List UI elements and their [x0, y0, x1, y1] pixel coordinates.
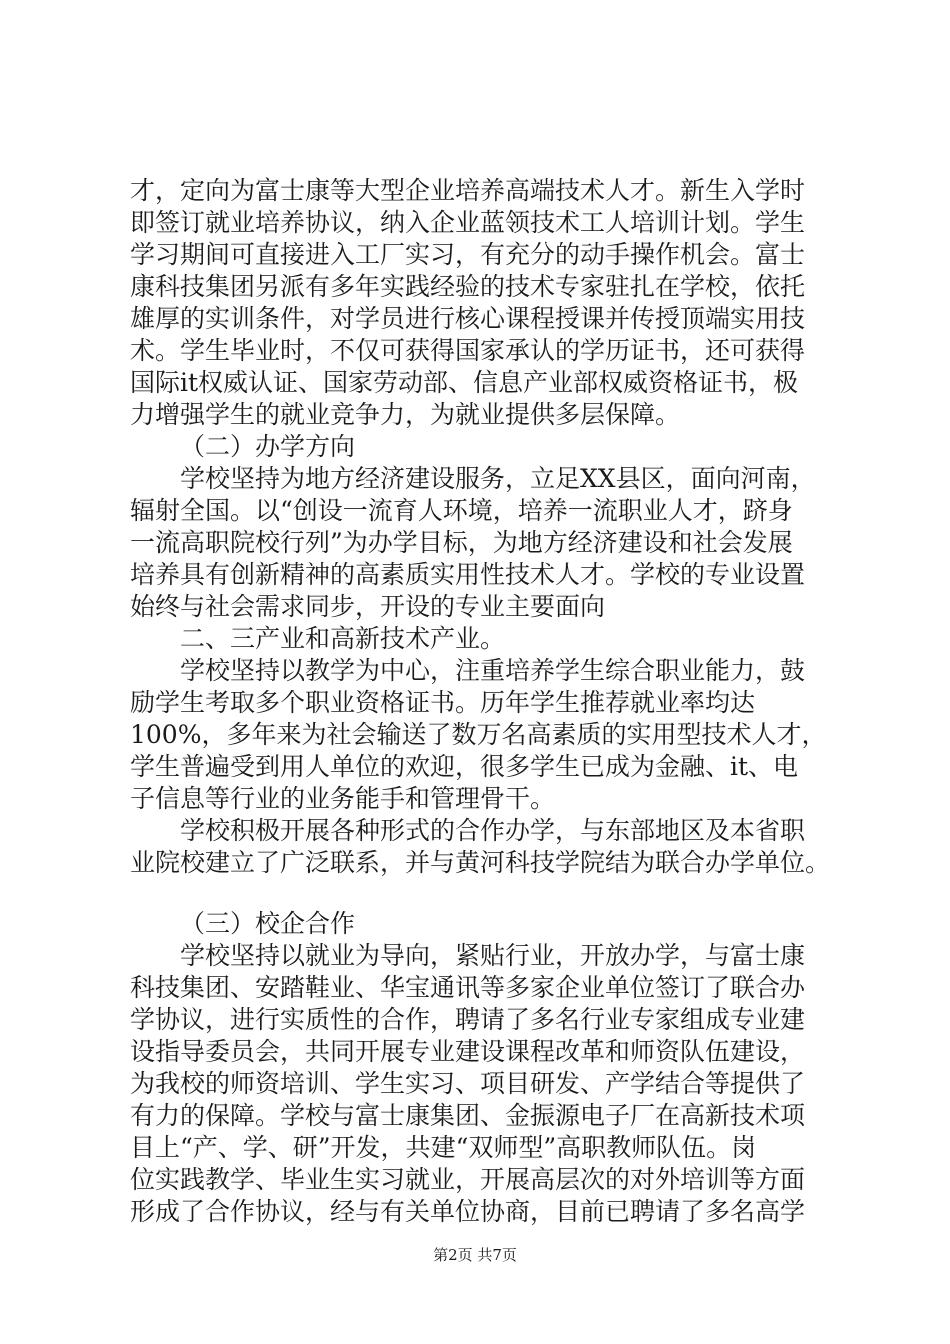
text-line: 学生普遍受到用人单位的欢迎，很多学生已成为金融、it、电 [130, 752, 799, 781]
text-line: 培养具有创新精神的高素质实用性技术人才。学校的专业设置 [130, 560, 806, 589]
text-line: 设指导委员会，共同开展专业建设课程改革和师资队伍建设， [130, 1037, 806, 1066]
text-line: 力增强学生的就业竞争力，为就业提供多层保障。 [130, 400, 681, 429]
section-heading: （三）校企合作 [180, 909, 356, 938]
text-line: 学习期间可直接进入工厂实习，有充分的动手操作机会。富士 [130, 240, 806, 269]
document-body [130, 175, 830, 1228]
text-line: 学协议，进行实质性的合作，聘请了多名行业专家组成专业建 [130, 1005, 806, 1034]
section-heading: （二）办学方向 [180, 432, 356, 461]
text-line: 100%，多年来为社会输送了数万名高素质的实用型技术人才， [130, 720, 827, 749]
text-line: 励学生考取多个职业资格证书。历年学生推荐就业率均达 [130, 688, 756, 717]
paragraph-gap [130, 879, 830, 908]
text-line: 形成了合作协议，经与有关单位协商，目前已聘请了多名高学 [130, 1197, 806, 1226]
text-line: 即签订就业培养协议，纳入企业蓝领技术工人培训计划。学生 [130, 208, 806, 237]
text-line: 目上“产、学、研”开发，共建“双师型”高职教师队伍。岗 [130, 1133, 757, 1162]
text-line: 位实践教学、毕业生实习就业，开展高层次的对外培训等方面 [130, 1165, 806, 1194]
page-number-footer: 第2页 共7页 [433, 1246, 517, 1264]
text-line: 康科技集团另派有多年实践经验的技术专家驻扎在学校，依托 [130, 272, 806, 301]
text-line: 才，定向为富士康等大型企业培养高端技术人才。新生入学时 [130, 176, 806, 205]
text-line: 有力的保障。学校与富士康集团、金振源电子厂在高新技术项 [130, 1101, 806, 1130]
text-line: 子信息等行业的业务能手和管理骨干。 [130, 784, 556, 813]
text-line: 为我校的师资培训、学生实习、项目研发、产学结合等提供了 [130, 1069, 806, 1098]
text-line: 科技集团、安踏鞋业、华宝通讯等多家企业单位签订了联合办 [130, 973, 806, 1002]
text-line: 术。学生毕业时，不仅可获得国家承认的学历证书，还可获得 [130, 336, 806, 365]
text-line: 二、三产业和高新技术产业。 [180, 624, 506, 653]
text-line: 学校坚持以就业为导向，紧贴行业，开放办学，与富士康 [180, 941, 806, 970]
text-line: 学校坚持以教学为中心，注重培养学生综合职业能力，鼓 [180, 656, 806, 685]
text-line: 雄厚的实训条件，对学员进行核心课程授课并传授顶端实用技 [130, 304, 806, 333]
text-line: 国际it权威认证、国家劳动部、信息产业部权威资格证书，极 [130, 368, 799, 397]
text-line: 学校坚持为地方经济建设服务，立足XX县区，面向河南， [180, 464, 816, 493]
text-line: 始终与社会需求同步，开设的专业主要面向 [130, 592, 606, 621]
text-line: 学校积极开展各种形式的合作办学，与东部地区及本省职 [180, 816, 806, 845]
text-line: 一流高职院校行列”为办学目标，为地方经济建设和社会发展 [130, 528, 793, 557]
text-line: 业院校建立了广泛联系，并与黄河科技学院结为联合办学单位。 [130, 848, 831, 877]
text-line: 辐射全国。以“创设一流育人环境，培养一流职业人才，跻身 [130, 496, 793, 525]
